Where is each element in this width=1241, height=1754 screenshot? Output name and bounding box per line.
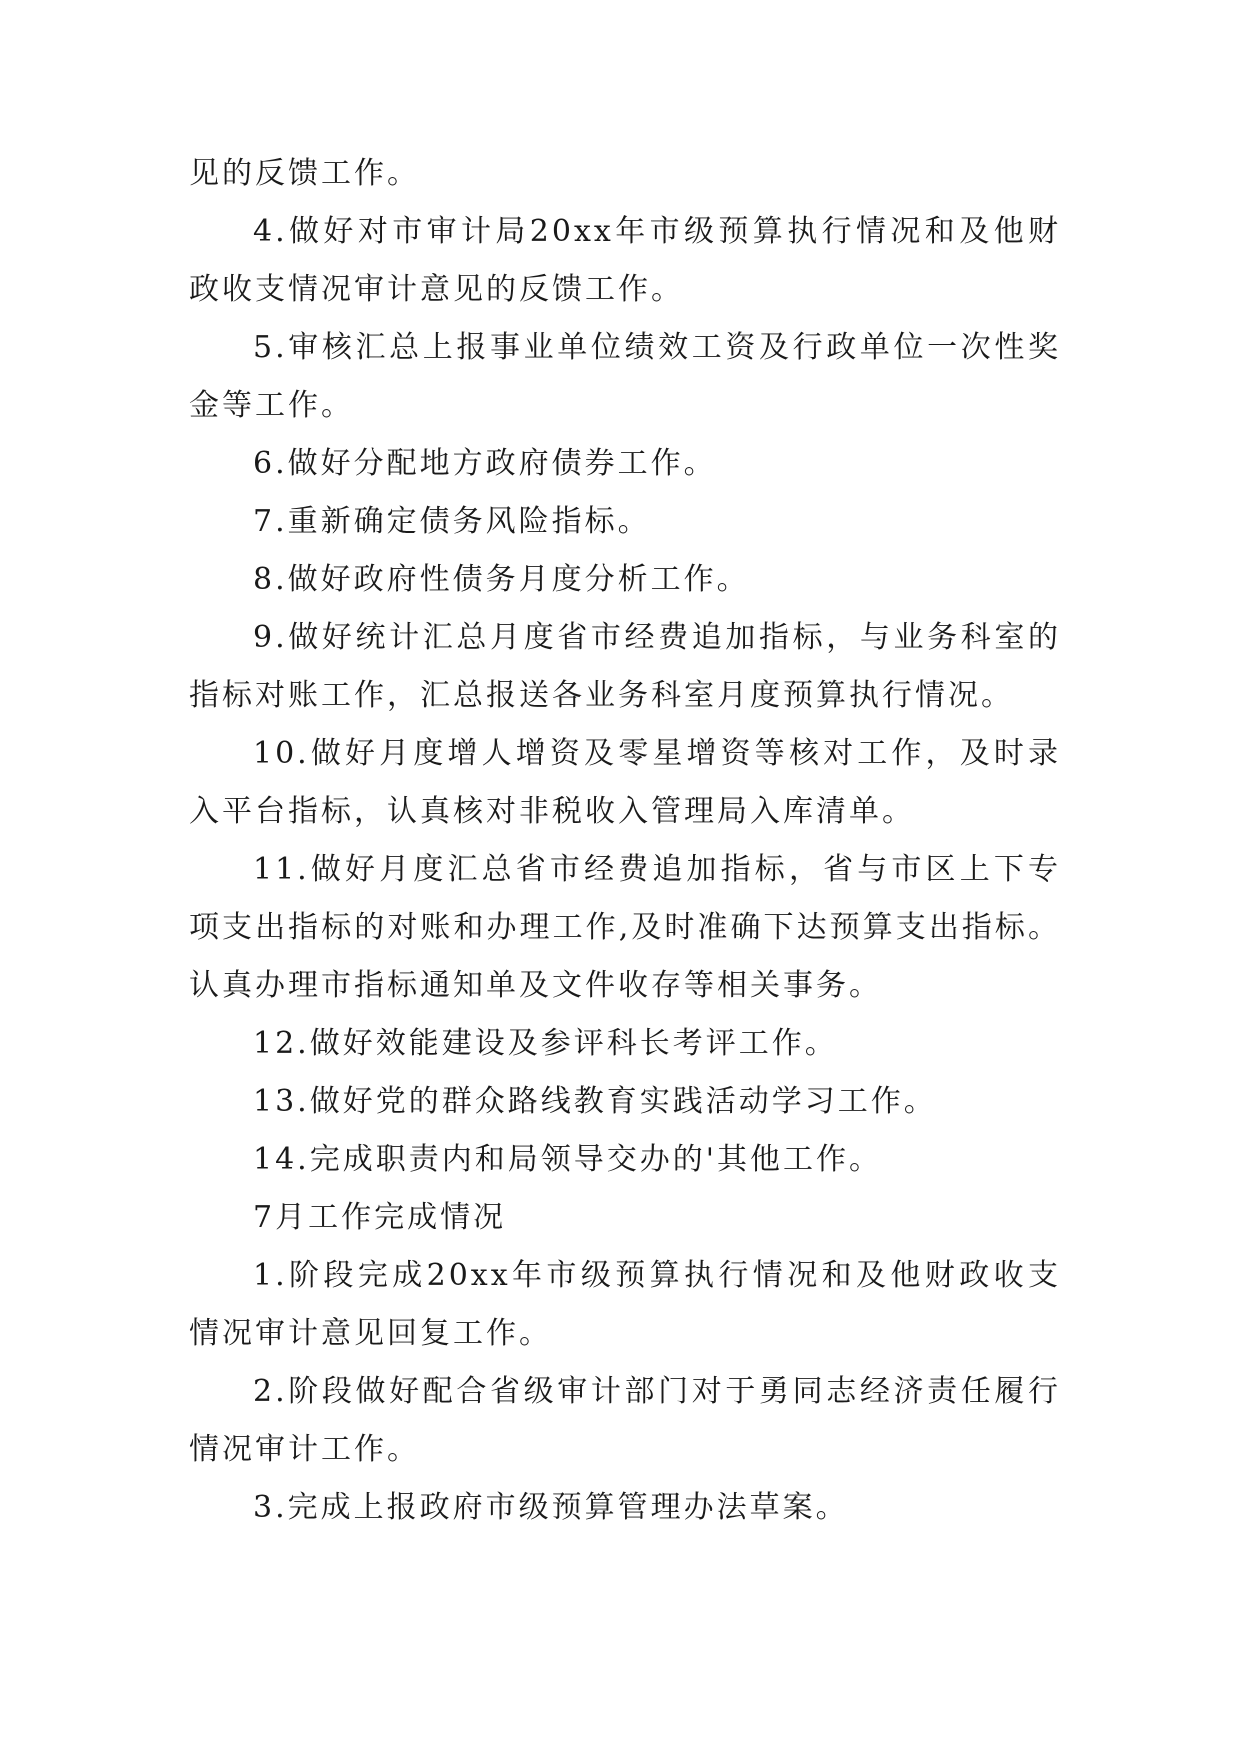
list-item-6: 6.做好分配地方政府债券工作。 (253, 446, 717, 481)
completed-item-2: 2.阶段做好配合省级审计部门对于勇同志经济责任履行情况审计工作。 (189, 1374, 1061, 1467)
list-item-4: 4.做好对市审计局20xx年市级预算执行情况和及他财政收支情况审计意见的反馈工作。 (189, 214, 1061, 307)
list-item-7: 7.重新确定债务风险指标。 (253, 504, 651, 539)
list-item-10: 10.做好月度增人增资及零星增资等核对工作，及时录入平台指标，认真核对非税收入管理局入库清单。 (189, 736, 1061, 829)
list-item-14: 14.完成职责内和局领导交办的'其他工作。 (253, 1142, 882, 1177)
section-heading: 7月工作完成情况 (253, 1200, 507, 1235)
completed-item-1: 1.阶段完成20xx年市级预算执行情况和及他财政收支情况审计意见回复工作。 (189, 1258, 1061, 1351)
list-item-5: 5.审核汇总上报事业单位绩效工资及行政单位一次性奖金等工作。 (189, 330, 1061, 423)
list-item-12: 12.做好效能建设及参评科长考评工作。 (253, 1026, 838, 1061)
list-item-13: 13.做好党的群众路线教育实践活动学习工作。 (253, 1084, 937, 1119)
paragraph-continuation: 见的反馈工作。 (189, 156, 420, 191)
list-item-11: 11.做好月度汇总省市经费追加指标，省与市区上下专项支出指标的对账和办理工作,及时准确下达预算支出指标。认真办理市指标通知单及文件收存等相关事务。 (189, 852, 1061, 1003)
list-item-8: 8.做好政府性债务月度分析工作。 (253, 562, 750, 597)
list-item-9: 9.做好统计汇总月度省市经费追加指标，与业务科室的指标对账工作，汇总报送各业务科室月度预算执行情况。 (189, 620, 1061, 713)
completed-item-3: 3.完成上报政府市级预算管理办法草案。 (253, 1490, 849, 1525)
document-body (189, 145, 1061, 1537)
